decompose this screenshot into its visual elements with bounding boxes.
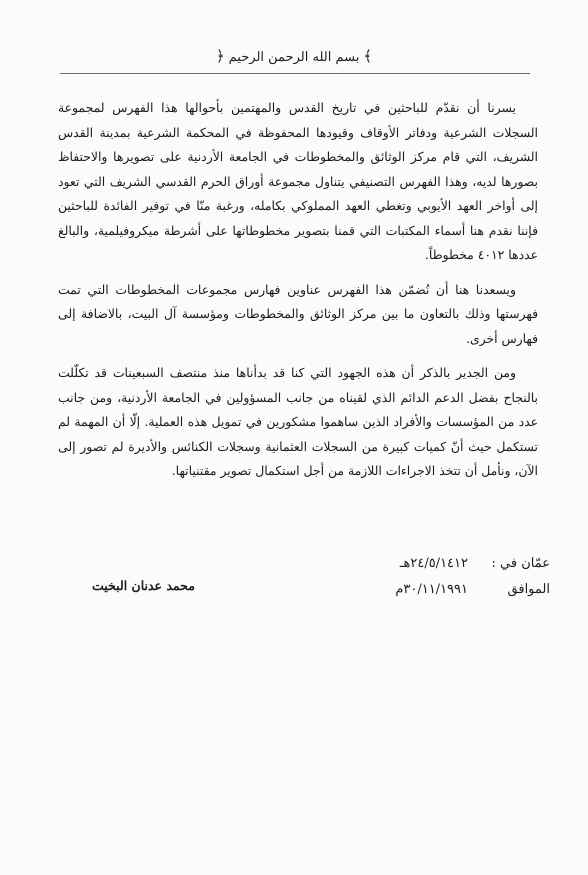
place-label: عمّان في : [491, 556, 550, 571]
paragraph-2: ويسعدنا هنا أن نُضمّن هذا الفهرس عناوين فهارس مجموعات المخطوطات التي تمت فهرستها وذلك بالتعاون ما بين مركز الوثائق والمخطوطات ومؤسسة آل البيت، بالاضافة إلى فهارس أخرى. [58, 281, 538, 346]
gregorian-date: ٣٠/١١/١٩٩١م [395, 582, 468, 597]
gregorian-date-row [395, 582, 550, 597]
ornament-right: ﴾ [363, 47, 373, 65]
hijri-date-row [400, 556, 550, 571]
signature-block [40, 556, 550, 626]
paragraph-3: ومن الجدير بالذكر أن هذه الجهود التي كنا قد بدأناها منذ منتصف السبعينات قد تكلّلت بالنجاح بفضل الدعم الدائم الذي لقيناه من جانب المسؤولين في الجامعة الأردنية، ومن جانب عدد من المؤسسات والأفراد الذين ساهموا مشكورين في تمويل هذه العملية. إلّا أن المهمة لم تستكمل حيث أنّ كميات كبيرة من السجلات العثمانية وسجلات الكنائس والأديرة لم تصور إلى الآن، ونأمل أن تتخذ الاجراءات اللازمة من أجل استكمال تصوير مقتنياتها. [58, 365, 538, 478]
basmala-text: بسم الله الرحمن الرحيم [228, 50, 360, 65]
author-name: محمد عدنان البخيت [92, 578, 195, 593]
header-divider [60, 73, 530, 74]
paragraph-1: يسرنا أن نقدّم للباحثين في تاريخ القدس والمهتمين بأحوالها هذا الفهرس لمجموعة السجلات الشرعية ودفاتر الأوقاف وقيودها المحفوظة في المحكمة الشرعية بمدينة القدس الشريف، التي قام مركز الوثائق والمخطوطات في الجامعة الأردنية على تصويرها والاحتفاظ بصورها لديه، وهذا الفهرس التصنيفي يتناول مجموعة أوراق الحرم القدسي الشريف التي تعود إلى أواخر العهد الأيوبي وتغطي العهد المملوكي بكامله، ورغبة منّا في توفير الفائدة للباحثين فإننا نقدم هنا أسماء المكتبات التي قمنا بتصوير مخطوطاتها على أشرطة ميكروفيلمية، والبالغ عددها ٤٠١٢ مخطوطاً. [58, 100, 538, 262]
preface-body [58, 96, 538, 494]
basmala-header [0, 46, 588, 68]
hijri-date: ٢٤/٥/١٤١٢هـ [399, 556, 468, 571]
gregorian-label: الموافق [507, 582, 550, 597]
ornament-left: ﴿ [215, 47, 225, 65]
